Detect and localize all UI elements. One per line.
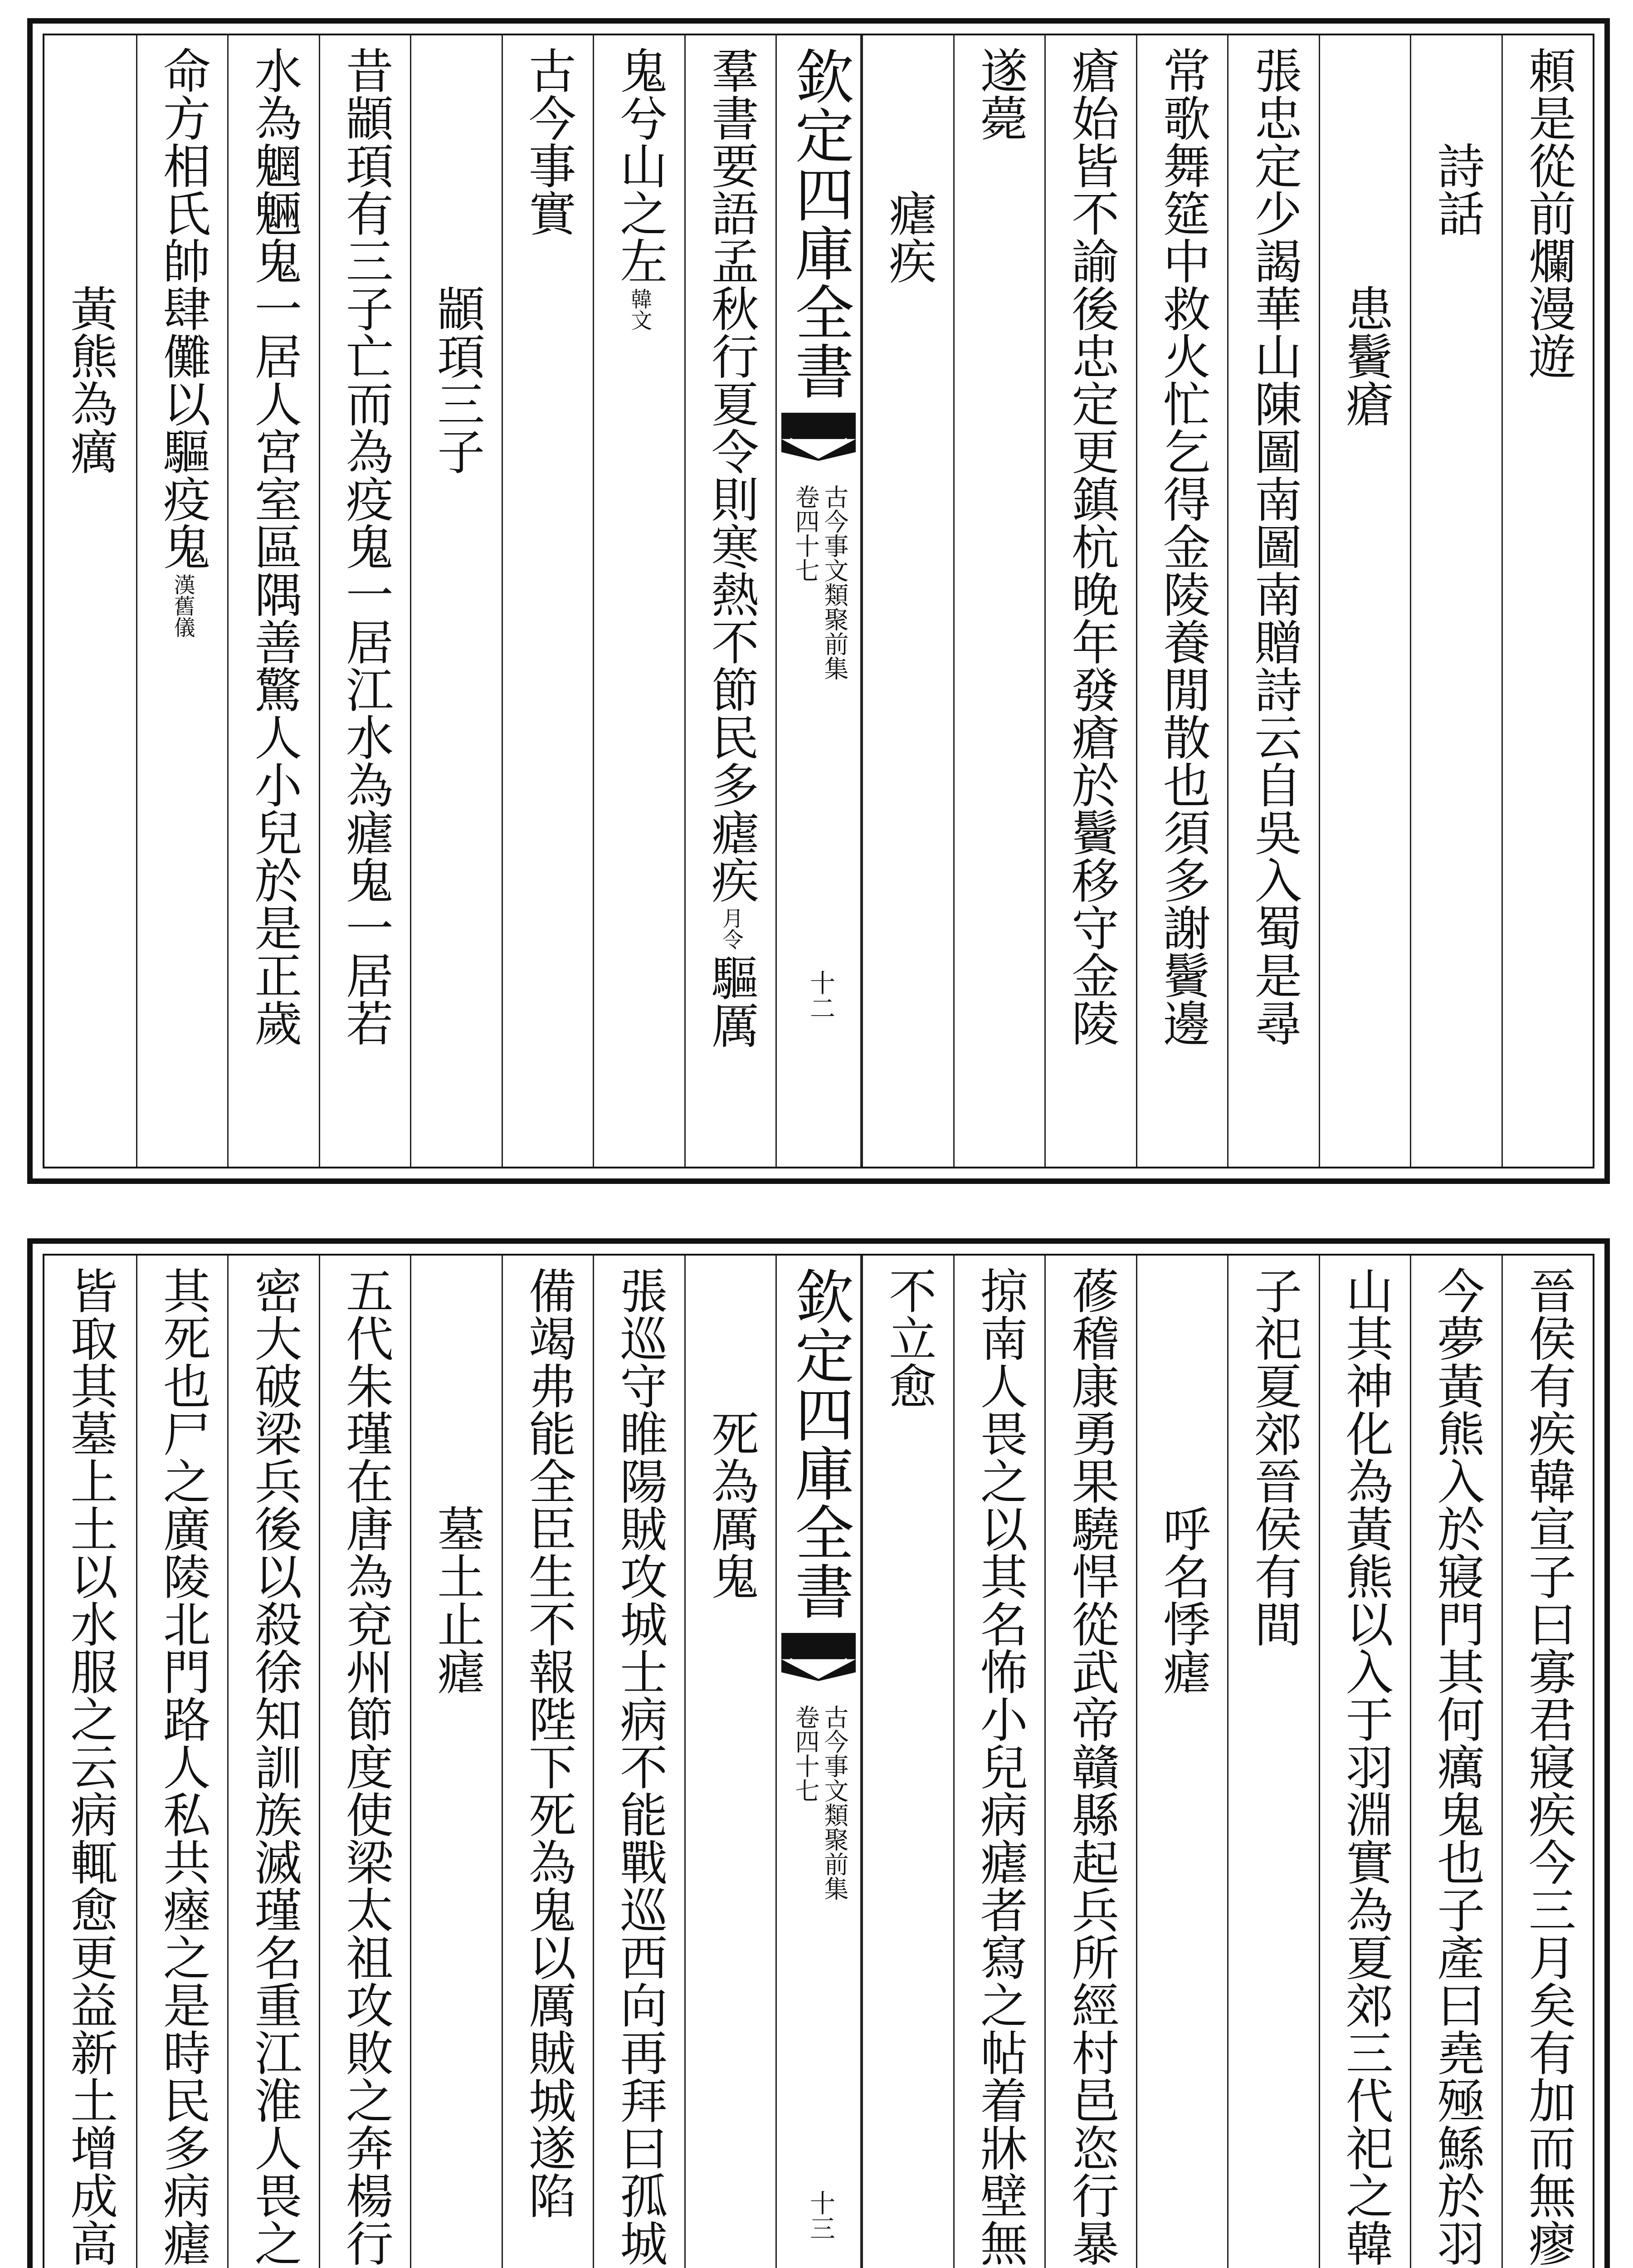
column-text: 不立愈 [881,1266,937,1409]
text-column [593,35,684,1167]
column-text: 子祀夏郊晉侯有間 [1247,1266,1302,1647]
entry-title: 詩話 [1429,142,1485,237]
column-text-tail: 驅厲 [703,953,759,1049]
entry-title: 死為厲鬼 [703,1409,759,1600]
text-column [1044,1256,1136,2268]
text-column [953,1256,1045,2268]
text-column [1044,35,1136,1167]
entry-title: 瘧疾 [881,189,937,284]
fishtail-ornament [781,1632,856,1682]
text-column [1410,35,1501,1167]
text-column [1136,1256,1228,2268]
column-text: 常歌舞筵中救火忙乞得金陵養閒散也須多謝鬢邊 [1155,46,1211,1046]
text-column [136,35,228,1167]
text-column [1501,35,1593,1167]
text-column [410,1256,502,2268]
banner-page-number: 十三 [806,2190,835,2241]
text-column [502,1256,593,2268]
top-page-frame [43,34,1594,1168]
text-column [862,1256,953,2268]
column-text: 瘡始皆不諭後忠定更鎮杭晚年發瘡於鬢移守金陵 [1064,46,1120,1046]
entry-title: 患鬢瘡 [1338,284,1394,427]
bottom-page [27,1238,1610,2268]
column-text: 命方相氏帥肆儺以驅疫鬼 [155,46,211,570]
column-text: 晉侯有疾韓宣子曰寡君寢疾今三月矣有加而無瘳 [1521,1266,1576,2267]
entry-title: 黃熊為癘 [63,284,118,475]
banner-volume: 卷四十七 [791,484,820,582]
column-text: 張忠定少謁華山陳圖南圖南贈詩云自吳入蜀是尋 [1247,46,1302,1046]
text-column [136,1256,228,2268]
column-text: 水為魍魎鬼一居人宮室區隅善驚人小兒於是正歲 [247,46,302,1046]
column-text: 鬼兮山之左 [612,46,668,284]
column-text: 掠南人畏之以其名怖小兒病瘧者寫之帖着牀壁無 [972,1266,1028,2267]
column-text: 遂薨 [972,46,1028,142]
text-column [684,1256,776,2268]
entry-title: 呼名悸瘧 [1155,1505,1211,1695]
source-note: 月令 [718,907,744,950]
column-text: 五代朱瑾在唐為兗州節度使梁太祖攻敗之奔楊行 [338,1266,394,2267]
text-column [44,35,136,1167]
column-text: 皆取其墓上土以水服之云病輒愈更益新土增成高 [63,1266,118,2267]
text-column [953,35,1045,1167]
text-column [319,1256,410,2268]
source-note: 韓文 [627,288,653,331]
bottom-page-frame [43,1254,1594,2268]
text-column [1319,1256,1410,2268]
text-column [319,35,410,1167]
column-text: 羣書要語孟秋行夏令則寒熱不節民多瘧疾 [703,46,759,904]
column-text: 昔顓頊有三子亡而為疫鬼一居江水為瘧鬼一居若 [338,46,394,1046]
text-column [1410,1256,1501,2268]
text-column [1319,35,1410,1167]
column-text: 古今事實 [521,46,576,237]
banner-page-number: 十二 [806,970,835,1021]
text-column [227,35,319,1167]
banner-title: 欽定四庫全書 [785,1266,854,1620]
banner-book-title: 古今事文類聚前集 [820,484,849,680]
column-text: 蓚稽康勇果驍悍從武帝贛縣起兵所經村邑恣行暴 [1064,1266,1120,2267]
column-text: 備竭弗能全臣生不報陛下死為鬼以厲賊城遂陷 [521,1266,576,2219]
text-column [1227,1256,1319,2268]
text-column [1227,35,1319,1167]
column-text: 山其神化為黃熊以入于羽淵實為夏郊三代祀之韓 [1338,1266,1394,2267]
fishtail-ornament [781,412,856,462]
column-text: 張巡守睢陽賊攻城士病不能戰巡西向再拜曰孤城 [612,1266,668,2267]
column-text: 頼是從前爛漫遊 [1521,46,1576,380]
column-text: 今夢黃熊入於寢門其何癘鬼也子產曰堯殛鯀於羽 [1429,1266,1485,2267]
banner-title: 欽定四庫全書 [785,46,854,400]
text-column [593,1256,684,2268]
column-text: 密大破梁兵後以殺徐知訓族滅瑾名重江淮人畏之 [247,1266,302,2267]
entry-title: 顓頊三子 [429,284,485,475]
text-column [44,1256,136,2268]
center-banner [775,1256,862,2268]
banner-book-title: 古今事文類聚前集 [820,1705,849,1901]
text-column [684,35,776,1167]
banner-volume: 卷四十七 [791,1705,820,1803]
text-column [1136,35,1228,1167]
entry-title: 墓土止瘧 [429,1505,485,1695]
text-column [410,35,502,1167]
text-column [227,1256,319,2268]
column-text: 其死也尸之廣陵北門路人私共瘞之是時民多病瘧 [155,1266,211,2267]
center-banner [775,35,862,1167]
text-column [862,35,953,1167]
source-note: 漢舊儀 [170,574,195,638]
text-column [1501,1256,1593,2268]
top-page [27,18,1610,1184]
text-column [502,35,593,1167]
